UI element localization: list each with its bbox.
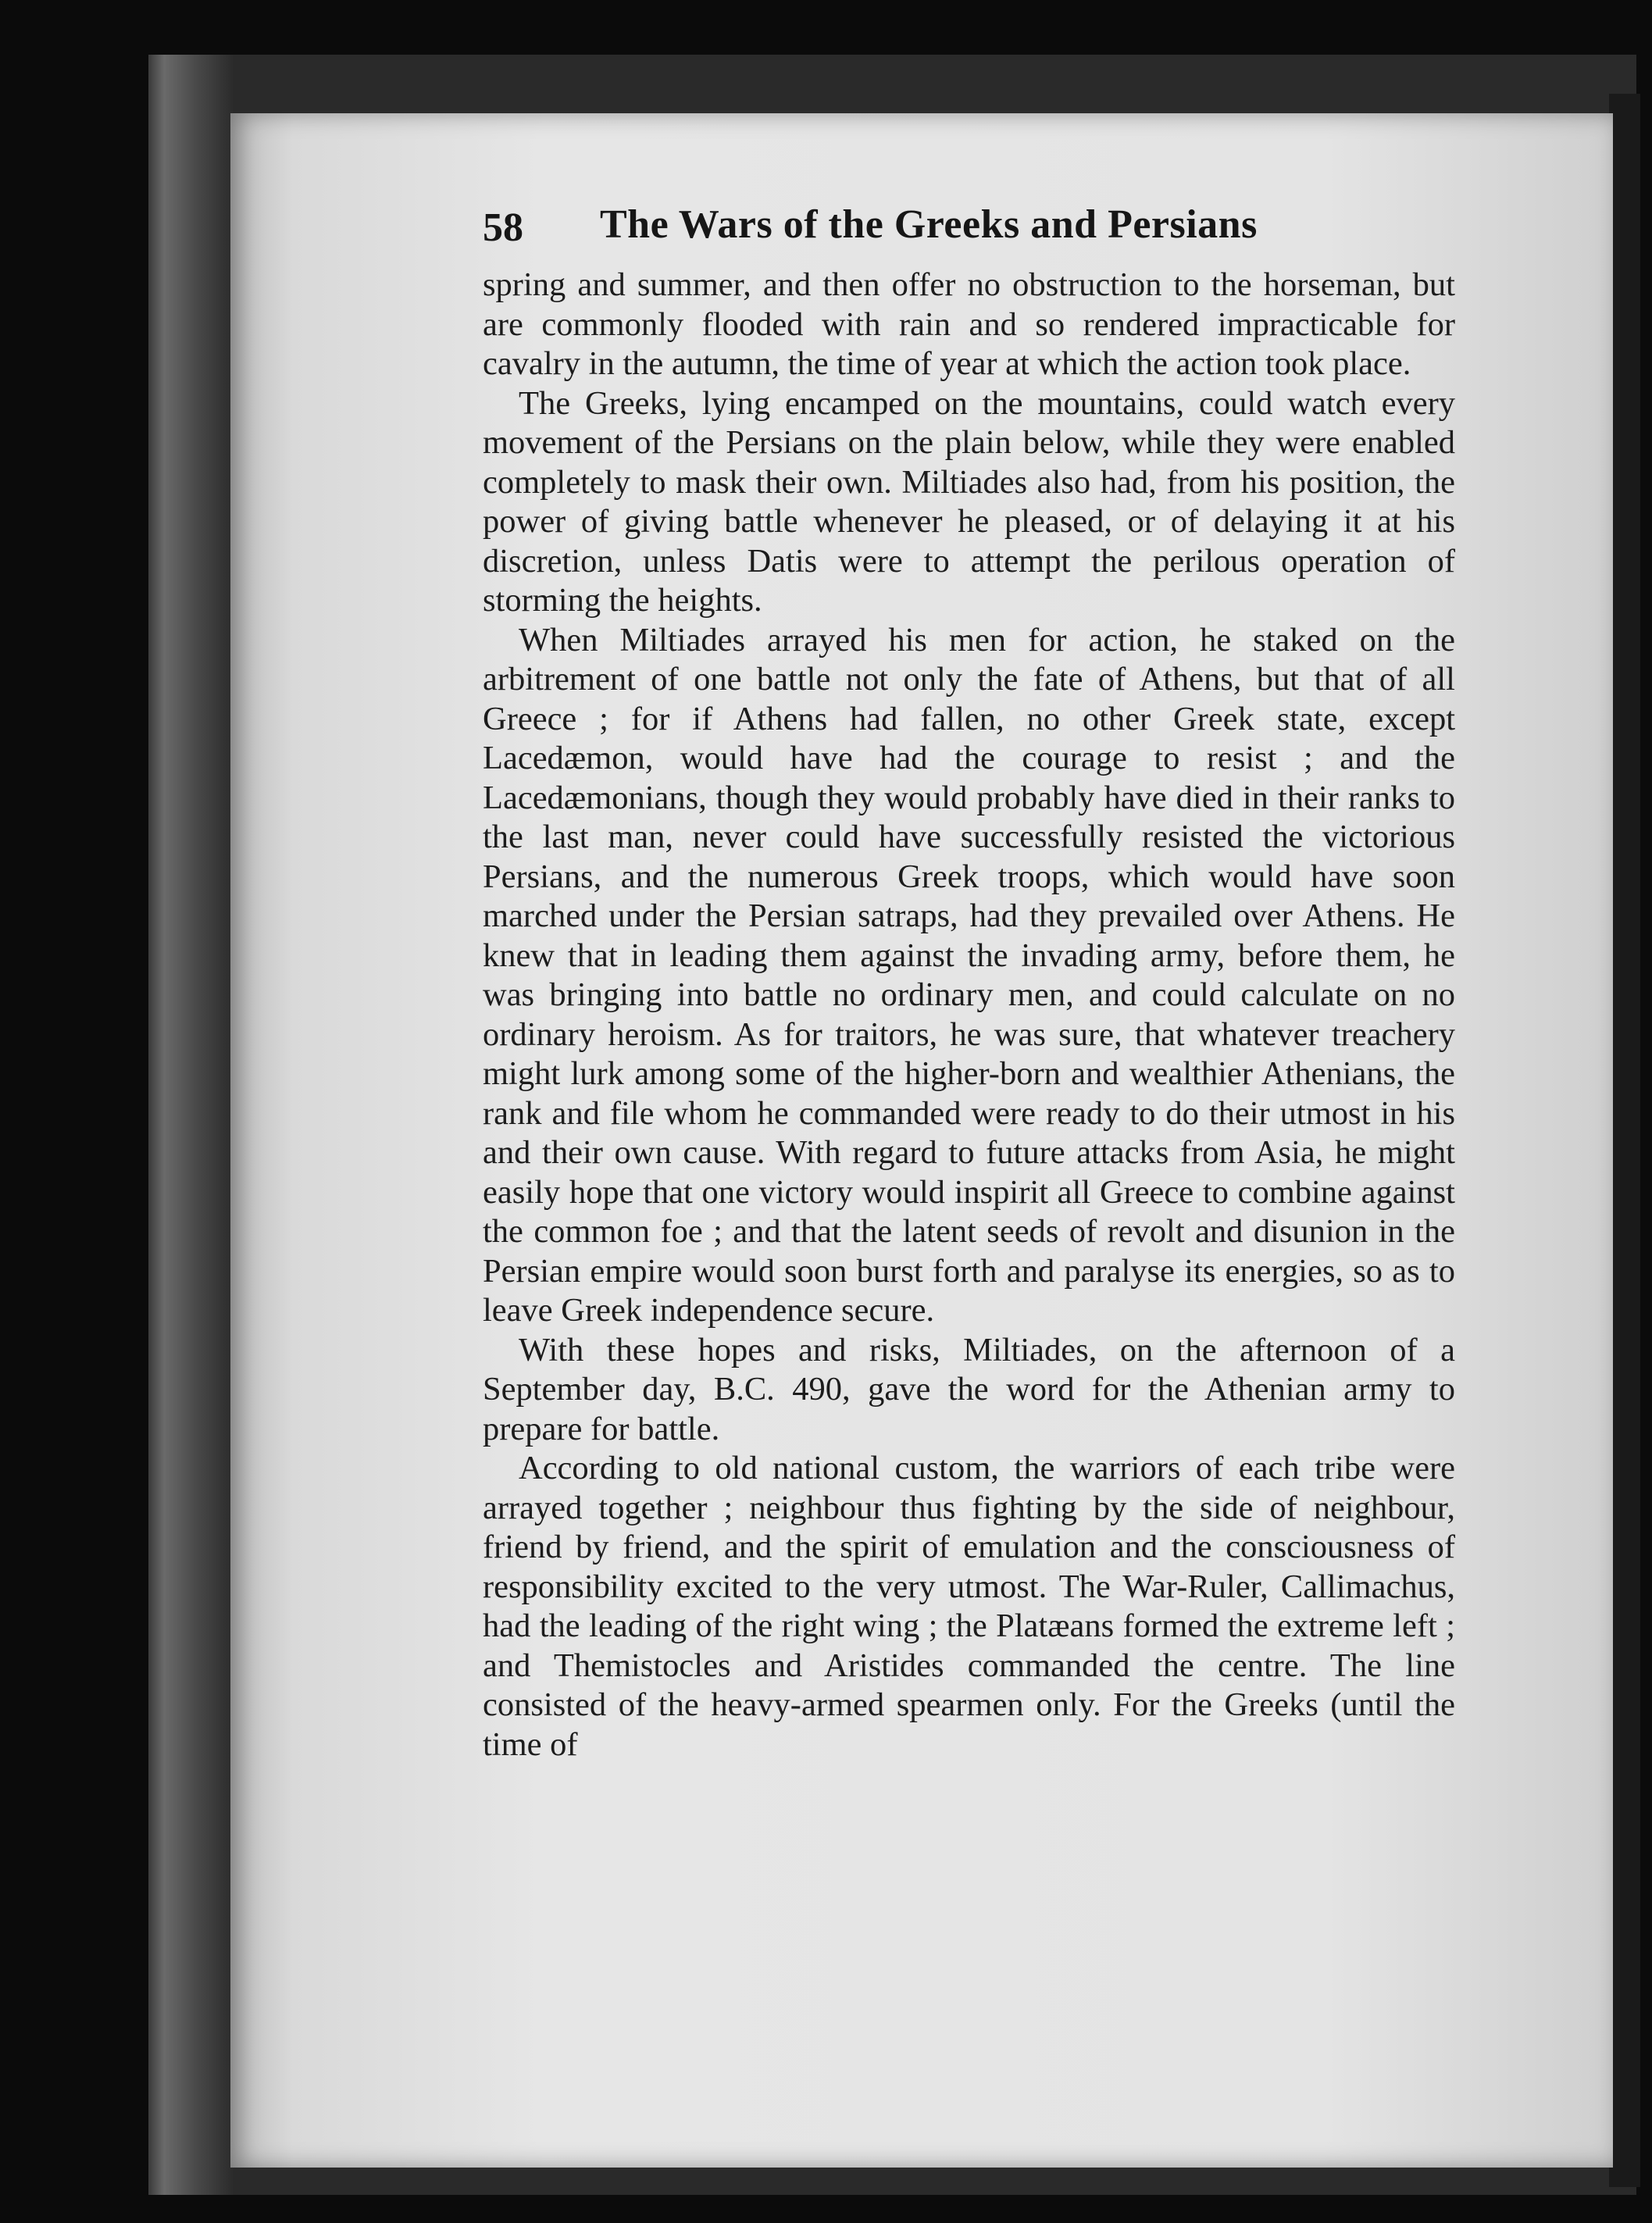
paragraph: When Miltiades arrayed his men for action, he staked on the arbitrement of one battle not only the fate of Athens, but that of all Greece ; for if Athens had fallen, no other Greek state, except Lacedæmon, would have had the courage to resist ; and the Lacedæmonians, though they would probably have died in their ranks to the last man, never could have successfully resisted the victorious Persians, and the numerous Greek troops, which would have soon marched under the Persian satraps, had they prevailed over Athens. He knew that in leading them against the invading army, before them, he was bringing into battle no ordinary men, and could calculate on no ordinary heroism. As for traitors, he was sure, that whatever treachery might lurk among some of the higher-born and wealthier Athenians, the rank and file whom he commanded were ready to do their utmost in his and their own cause. With regard to future attacks from Asia, he might easily hope that one victory would inspirit all Greece to combine against the common foe ; and that the latent seeds of revolt and disunion in the Persian empire would soon burst forth and paralyse its energies, so as to leave Greek independence secure.	[483, 621, 1455, 1329]
running-title: The Wars of the Greeks and Persians	[600, 202, 1258, 247]
paragraph: The Greeks, lying encamped on the mountains, could watch every movement of the Persians on the plain below, while they were enabled completely to mask their own. Miltiades also had, from his position, the power of giving battle whenever he pleased, or of delaying it at his discretion, unless Datis were to attempt the perilous operation of storming the heights.	[483, 384, 1455, 619]
body-text	[483, 266, 1455, 1764]
paragraph: spring and summer, and then offer no obstruction to the horseman, but are commonly flooded with rain and so rendered impracticable for cavalry in the autumn, the time of year at which the action took place.	[483, 266, 1455, 382]
page-number: 58	[483, 205, 523, 250]
paragraph: With these hopes and risks, Miltiades, on the afternoon of a September day, B.C. 490, gave the word for the Athenian army to prepare for battle.	[483, 1331, 1455, 1447]
page-gutter-shadow	[1609, 94, 1640, 2187]
page-header	[483, 202, 1350, 256]
paragraph: According to old national custom, the warriors of each tribe were arrayed together ; neighbour thus fighting by the side of neighbour, friend by friend, and the spirit of emulation and the consciousness of responsibility excited to the very utmost. The War-Ruler, Callimachus, had the leading of the right wing ; the Platæans formed the extreme left ; and Themistocles and Aristides commanded the centre. The line consisted of the heavy-armed spearmen only. For the Greeks (until the time of	[483, 1450, 1455, 1763]
